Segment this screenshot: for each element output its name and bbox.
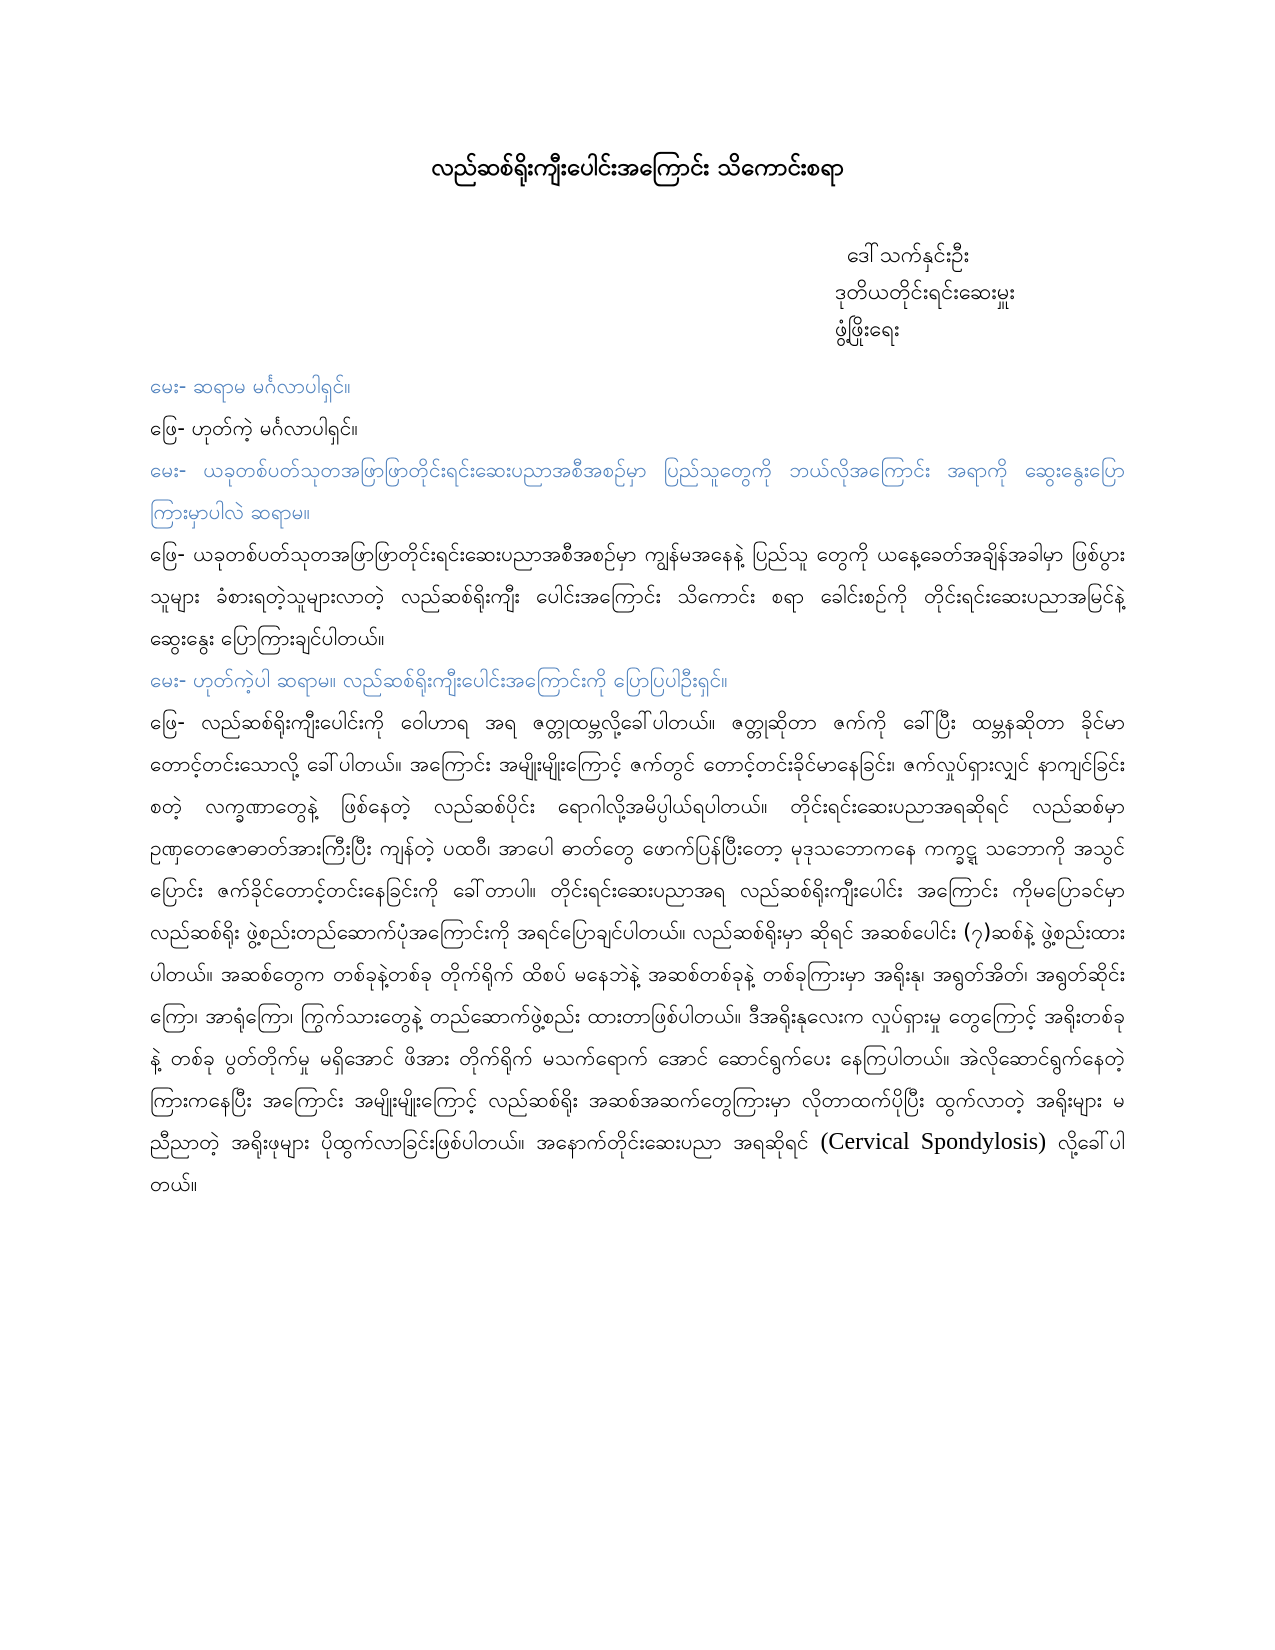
answer-paragraph <box>150 701 1125 1205</box>
author-block <box>835 237 1135 348</box>
author-name: ဒေါ်သက်နှင်းဦး <box>847 243 970 268</box>
document-title: လည်ဆစ်ရိုးကျီးပေါင်းအကြောင်း သိကောင်းစရာ <box>431 153 844 181</box>
answer-tail-text: လို့ခေါ်ပါတယ်။ <box>150 1130 1126 1196</box>
author-department: ဖွံ့ဖြိုးရေး <box>835 317 900 342</box>
answer-body-text: ဖြေ- လည်ဆစ်ရိုးကျီးပေါင်းကို ဝေါဟာရ အရ ဇတ္တုထမ္ဘလို့ခေါ်ပါတယ်။ ဇတ္တုဆိုတာ ဇက်ကို ခေါ်ပြီး ထမ္ဘနဆိုတာ ခိုင်မာတောင့်တင်းသောလို့ ခေါ်ပါတယ်။ အကြောင်း အမျိုးမျိုးကြောင့် ဇက်တွင် တောင့်တင်းခိုင်မာနေခြင်း၊ ဇက်လှုပ်ရှားလျှင် နာကျင်ခြင်းစတဲ့ လက္ခဏာတွေနဲ့ ဖြစ်နေတဲ့ လည်ဆစ်ပိုင်း ရောဂါလို့အမိပ္ပါယ်ရပါတယ်။ တိုင်းရင်းဆေးပညာအရဆိုရင် လည်ဆစ်မှာ ဥဏှတေဇောဓာတ်အားကြီးပြီး ကျန်တဲ့ ပထဝီ၊ အာပေါ ဓာတ်တွေ ဖောက်ပြန်ပြီးတော့ မုဒုသဘောကနေ ကက္ခဋ္ဋ သဘောကို အသွင်ပြောင်း ဇက်ခိုင်တောင့်တင်းနေခြင်းကို ခေါ်တာပါ။ တိုင်းရင်းဆေးပညာအရ လည်ဆစ်ရိုးကျီးပေါင်း အကြောင်း ကိုမပြောခင်မှာ လည်ဆစ်ရိုး ဖွဲ့စည်းတည်ဆောက်ပုံအကြောင်းကို အရင်ပြောချင်ပါတယ်။ လည်ဆစ်ရိုးမှာ ဆိုရင် အဆစ်ပေါင်း (၇)ဆစ်နဲ့ ဖွဲ့စည်းထားပါတယ်။ အဆစ်တွေက တစ်ခုနဲ့တစ်ခု တိုက်ရိုက် ထိစပ် မနေဘဲနဲ့ အဆစ်တစ်ခုနဲ့ တစ်ခုကြားမှာ အရိုးနု၊ အရွတ်အိတ်၊ အရွတ်ဆိုင်းကြော၊ အာရုံကြော၊ ကြွက်သားတွေနဲ့ တည်ဆောက်ဖွဲ့စည်း ထားတာဖြစ်ပါတယ်။ ဒီအရိုးနုလေးက လှုပ်ရှားမှု တွေကြောင့် အရိုးတစ်ခုနဲ့ တစ်ခု ပွတ်တိုက်မှု မရှိအောင် ဖိအား တိုက်ရိုက် မသက်ရောက် အောင် ဆောင်ရွက်ပေး နေကြပါတယ်။ အဲလိုဆောင်ရွက်နေတဲ့ ကြားကနေပြီး အကြောင်း အမျိုးမျိုးကြောင့် လည်ဆစ်ရိုး အဆစ်အဆက်တွေကြားမှာ လိုတာထက်ပိုပြီး ထွက်လာတဲ့ အရိုးများ မညီညာတဲ့ အရိုးဖုများ ပိုထွက်လာခြင်းဖြစ်ပါတယ်။ အနောက်တိုင်းဆေးပညာ အရဆိုရင် <box>150 710 1125 1154</box>
question-paragraph: မေး- ဟုတ်ကဲ့ပါ ဆရာမ။ လည်ဆစ်ရိုးကျီးပေါင်းအကြောင်းကို ပြောပြပါဦးရှင်။ <box>150 668 728 692</box>
answer-paragraph: ဖြေ- ဟုတ်ကဲ့ မင်္ဂလာပါရှင်။ <box>150 416 358 440</box>
author-position: ဒုတိယတိုင်းရင်းဆေးမှူး <box>835 280 1015 305</box>
question-paragraph: မေး- ဆရာမ မင်္ဂလာပါရှင်။ <box>150 374 351 398</box>
latin-term: (Cervical Spondylosis) <box>820 1129 1047 1155</box>
qa-section <box>150 365 1125 1205</box>
answer-paragraph: ဖြေ- ယခုတစ်ပတ်သုတအဖြာဖြာတိုင်းရင်းဆေးပညာအစီအစဉ်မှာ ကျွန်မအနေနဲ့ ပြည်သူ တွေကို ယနေ့ခေတ်အချိန်အခါမှာ ဖြစ်ပွားသူများ ခံစားရတဲ့သူများလာတဲ့ လည်ဆစ်ရိုးကျီး ပေါင်းအကြောင်း သိကောင်း စရာ ခေါင်းစဉ်ကို တိုင်းရင်းဆေးပညာအမြင်နဲ့ ဆွေးနွေး ပြောကြားချင်ပါတယ်။ <box>150 542 1125 650</box>
question-paragraph: မေး- ယခုတစ်ပတ်သုတအဖြာဖြာတိုင်းရင်းဆေးပညာအစီအစဉ်မှာ ပြည်သူတွေကို ဘယ်လိုအကြောင်း အရာကို ဆွေးနွေးပြောကြားမှာပါလဲ ဆရာမ။ <box>150 458 1125 524</box>
